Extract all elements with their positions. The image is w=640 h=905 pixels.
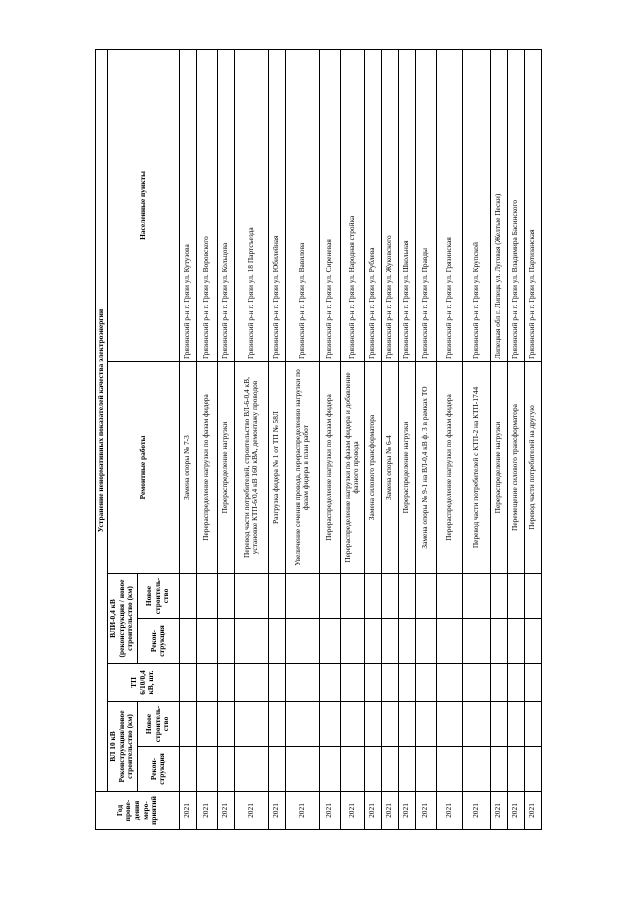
vl10-new-cell [179,702,196,747]
tp-cell [524,664,541,702]
vl04-recon-cell [490,619,507,664]
vl04-new-cell [381,574,398,619]
vl10-recon-cell [436,747,462,792]
header-vl04: ВЛИ-0,4 кВ (реконструкция / новое строительство (км) [107,574,137,664]
vl10-new-cell [196,702,217,747]
year-cell: 2021 [415,792,436,830]
settlement-cell: Грязинский р-н г. Грязи ул. Грязинская [436,50,462,362]
repair-cell: Перераспределение нагрузки по фазам фидера и добавление фазного провода [340,362,364,574]
quality-table [95,49,542,830]
repair-cell: Перевод части потребителей с КТП-2 на КТП-1744 [462,362,490,574]
repair-cell: Замена опоры № 9-1 на ВЛ-0,4 кВ ф. 3 в рамках ТО [415,362,436,574]
vl10-new-cell [285,702,319,747]
settlement-cell: Грязинский р-н г. Грязи ул. Кутузова [179,50,196,362]
vl04-recon-cell [196,619,217,664]
vl10-recon-cell [364,747,381,792]
settlement-cell: Грязинский р-н г. Грязи ул. Рублева [364,50,381,362]
year-cell: 2021 [179,792,196,830]
vl10-new-cell [340,702,364,747]
settlement-cell: Грязинский р-н г. Грязи ул. Воровского [196,50,217,362]
settlement-cell: Грязинский р-н г. Грязи ул. Кольцова [217,50,234,362]
vl04-recon-cell [524,619,541,664]
year-cell: 2021 [507,792,524,830]
vl04-new-cell [234,574,268,619]
vl04-new-cell [507,574,524,619]
repair-cell: Разгрузка фидера № 1 от ТП № 58Л [268,362,285,574]
vl04-recon-cell [319,619,340,664]
vl04-new-cell [398,574,415,619]
year-cell: 2021 [364,792,381,830]
header-vl04-new: Новое строитель-ство [137,574,179,619]
tp-cell [285,664,319,702]
repair-cell: Перераспределение нагрузки по фазам фидера [436,362,462,574]
vl04-recon-cell [234,619,268,664]
year-cell: 2021 [462,792,490,830]
table-row [364,50,381,830]
year-cell: 2021 [436,792,462,830]
year-cell: 2021 [196,792,217,830]
vl10-recon-cell [179,747,196,792]
vl10-recon-cell [490,747,507,792]
vl10-recon-cell [217,747,234,792]
header-vl10-new: Новое строитель-ство [137,702,179,747]
settlement-cell: Грязинский р-н г. Грязи ул. Партизанская [524,50,541,362]
table-body [179,50,541,830]
repair-cell: Перераспределение нагрузки [490,362,507,574]
table-row [507,50,524,830]
header-tp: ТП 6/10/0,4 кВ, шт. [107,664,179,702]
vl10-recon-cell [196,747,217,792]
vl04-new-cell [415,574,436,619]
header-vl10-recon: Рекон-струкция [137,747,179,792]
vl04-new-cell [285,574,319,619]
vl10-new-cell [398,702,415,747]
vl10-recon-cell [381,747,398,792]
header-settlements: Населенные пункты [107,50,179,362]
vl04-new-cell [217,574,234,619]
vl10-recon-cell [285,747,319,792]
table-row [462,50,490,830]
vl10-recon-cell [340,747,364,792]
vl04-recon-cell [398,619,415,664]
vl04-new-cell [268,574,285,619]
repair-cell: Перераспределение нагрузки по фазам фидера [196,362,217,574]
year-cell: 2021 [268,792,285,830]
year-cell: 2021 [340,792,364,830]
table-row [268,50,285,830]
rotated-page [95,50,585,830]
vl04-recon-cell [415,619,436,664]
year-cell: 2021 [319,792,340,830]
table-row [381,50,398,830]
repair-cell: Замена опоры № 7-3 [179,362,196,574]
tp-cell [196,664,217,702]
repair-cell: Замена силового трансформатора [364,362,381,574]
repair-cell: Увеличение сечения провода, перераспределению нагрузки по фазам фидера в план работ [285,362,319,574]
settlement-cell: Грязинский р-н г. Грязи ул. Народная стройка [340,50,364,362]
vl04-recon-cell [179,619,196,664]
vl10-new-cell [319,702,340,747]
repair-cell: Перевод части потребителей на другую [524,362,541,574]
tp-cell [381,664,398,702]
table-row [415,50,436,830]
vl04-new-cell [490,574,507,619]
vl04-new-cell [524,574,541,619]
year-cell: 2021 [490,792,507,830]
vl10-new-cell [462,702,490,747]
header-main: Устранение ненормативных показателей качества электроэнергии [96,50,108,792]
vl04-recon-cell [507,619,524,664]
vl10-new-cell [415,702,436,747]
settlement-cell: Грязинский р-н г. Грязи ул. Вавилова [285,50,319,362]
vl04-recon-cell [381,619,398,664]
tp-cell [319,664,340,702]
repair-cell: Замена опоры № 6-4 [381,362,398,574]
table-row [217,50,234,830]
vl04-new-cell [179,574,196,619]
settlement-cell: Грязинский р-н г. Грязи ул. 18 Партсъезда [234,50,268,362]
repair-cell: Перевод части потребителей, строительство ВЛ-6-0,4 кВ, установке КТП-6/0,4 кВ 160 кВА, демонтажу проводов [234,362,268,574]
tp-cell [507,664,524,702]
vl10-recon-cell [462,747,490,792]
year-cell: 2021 [398,792,415,830]
header-repair: Ремонтные работы [107,362,179,574]
tp-cell [415,664,436,702]
table-row [490,50,507,830]
vl10-new-cell [217,702,234,747]
year-cell: 2021 [217,792,234,830]
header-vl10: ВЛ 10 кВ Реконструкция/новое строительство (км) [107,702,137,792]
vl10-new-cell [524,702,541,747]
vl10-recon-cell [319,747,340,792]
vl04-new-cell [319,574,340,619]
vl10-recon-cell [524,747,541,792]
vl10-new-cell [436,702,462,747]
table-row [436,50,462,830]
tp-cell [436,664,462,702]
settlement-cell: Грязинский р-н г. Грязи ул. Школьная [398,50,415,362]
tp-cell [268,664,285,702]
table-row [234,50,268,830]
vl04-recon-cell [217,619,234,664]
settlement-cell: Липецкая обл г. Липецк ул. Луговая (Желтые Пески) [490,50,507,362]
vl10-recon-cell [234,747,268,792]
repair-cell: Перераспределение нагрузки [217,362,234,574]
vl04-new-cell [196,574,217,619]
tp-cell [217,664,234,702]
vl04-recon-cell [364,619,381,664]
settlement-cell: Грязинский р-н г. Грязи ул. Сиреневая [319,50,340,362]
vl10-recon-cell [415,747,436,792]
vl04-recon-cell [462,619,490,664]
year-cell: 2021 [381,792,398,830]
repair-cell: Перераспределение нагрузки по фазам фидера [319,362,340,574]
repair-cell: Перераспределение нагрузки [398,362,415,574]
tp-cell [340,664,364,702]
vl10-new-cell [364,702,381,747]
table-row [285,50,319,830]
table-row [179,50,196,830]
tp-cell [462,664,490,702]
tp-cell [234,664,268,702]
settlement-cell: Грязинский р-н г. Грязи ул. Жуковского [381,50,398,362]
vl04-new-cell [436,574,462,619]
table-row [524,50,541,830]
vl10-recon-cell [398,747,415,792]
vl10-recon-cell [507,747,524,792]
table-row [196,50,217,830]
vl10-recon-cell [268,747,285,792]
vl10-new-cell [507,702,524,747]
settlement-cell: Грязинский р-н г. Грязи ул. Крупской [462,50,490,362]
vl10-new-cell [381,702,398,747]
vl04-recon-cell [268,619,285,664]
year-cell: 2021 [285,792,319,830]
vl04-new-cell [340,574,364,619]
repair-cell: Перемещение силового трансформатора [507,362,524,574]
vl10-new-cell [234,702,268,747]
vl10-new-cell [490,702,507,747]
header-year: Год прове-дения меро-приятий [96,792,180,830]
vl04-recon-cell [340,619,364,664]
table-row [319,50,340,830]
vl10-new-cell [268,702,285,747]
vl04-recon-cell [436,619,462,664]
settlement-cell: Грязинский р-н г. Грязи ул. Правды [415,50,436,362]
vl04-recon-cell [285,619,319,664]
header-vl04-recon: Рекон-струкция [137,619,179,664]
tp-cell [179,664,196,702]
settlement-cell: Грязинский р-н г. Грязи ул. Юбилейная [268,50,285,362]
settlement-cell: Грязинский р-н г. Грязи ул. Владимира Басинского [507,50,524,362]
year-cell: 2021 [234,792,268,830]
tp-cell [398,664,415,702]
vl04-new-cell [364,574,381,619]
tp-cell [490,664,507,702]
table-row [340,50,364,830]
tp-cell [364,664,381,702]
table-row [398,50,415,830]
year-cell: 2021 [524,792,541,830]
vl04-new-cell [462,574,490,619]
